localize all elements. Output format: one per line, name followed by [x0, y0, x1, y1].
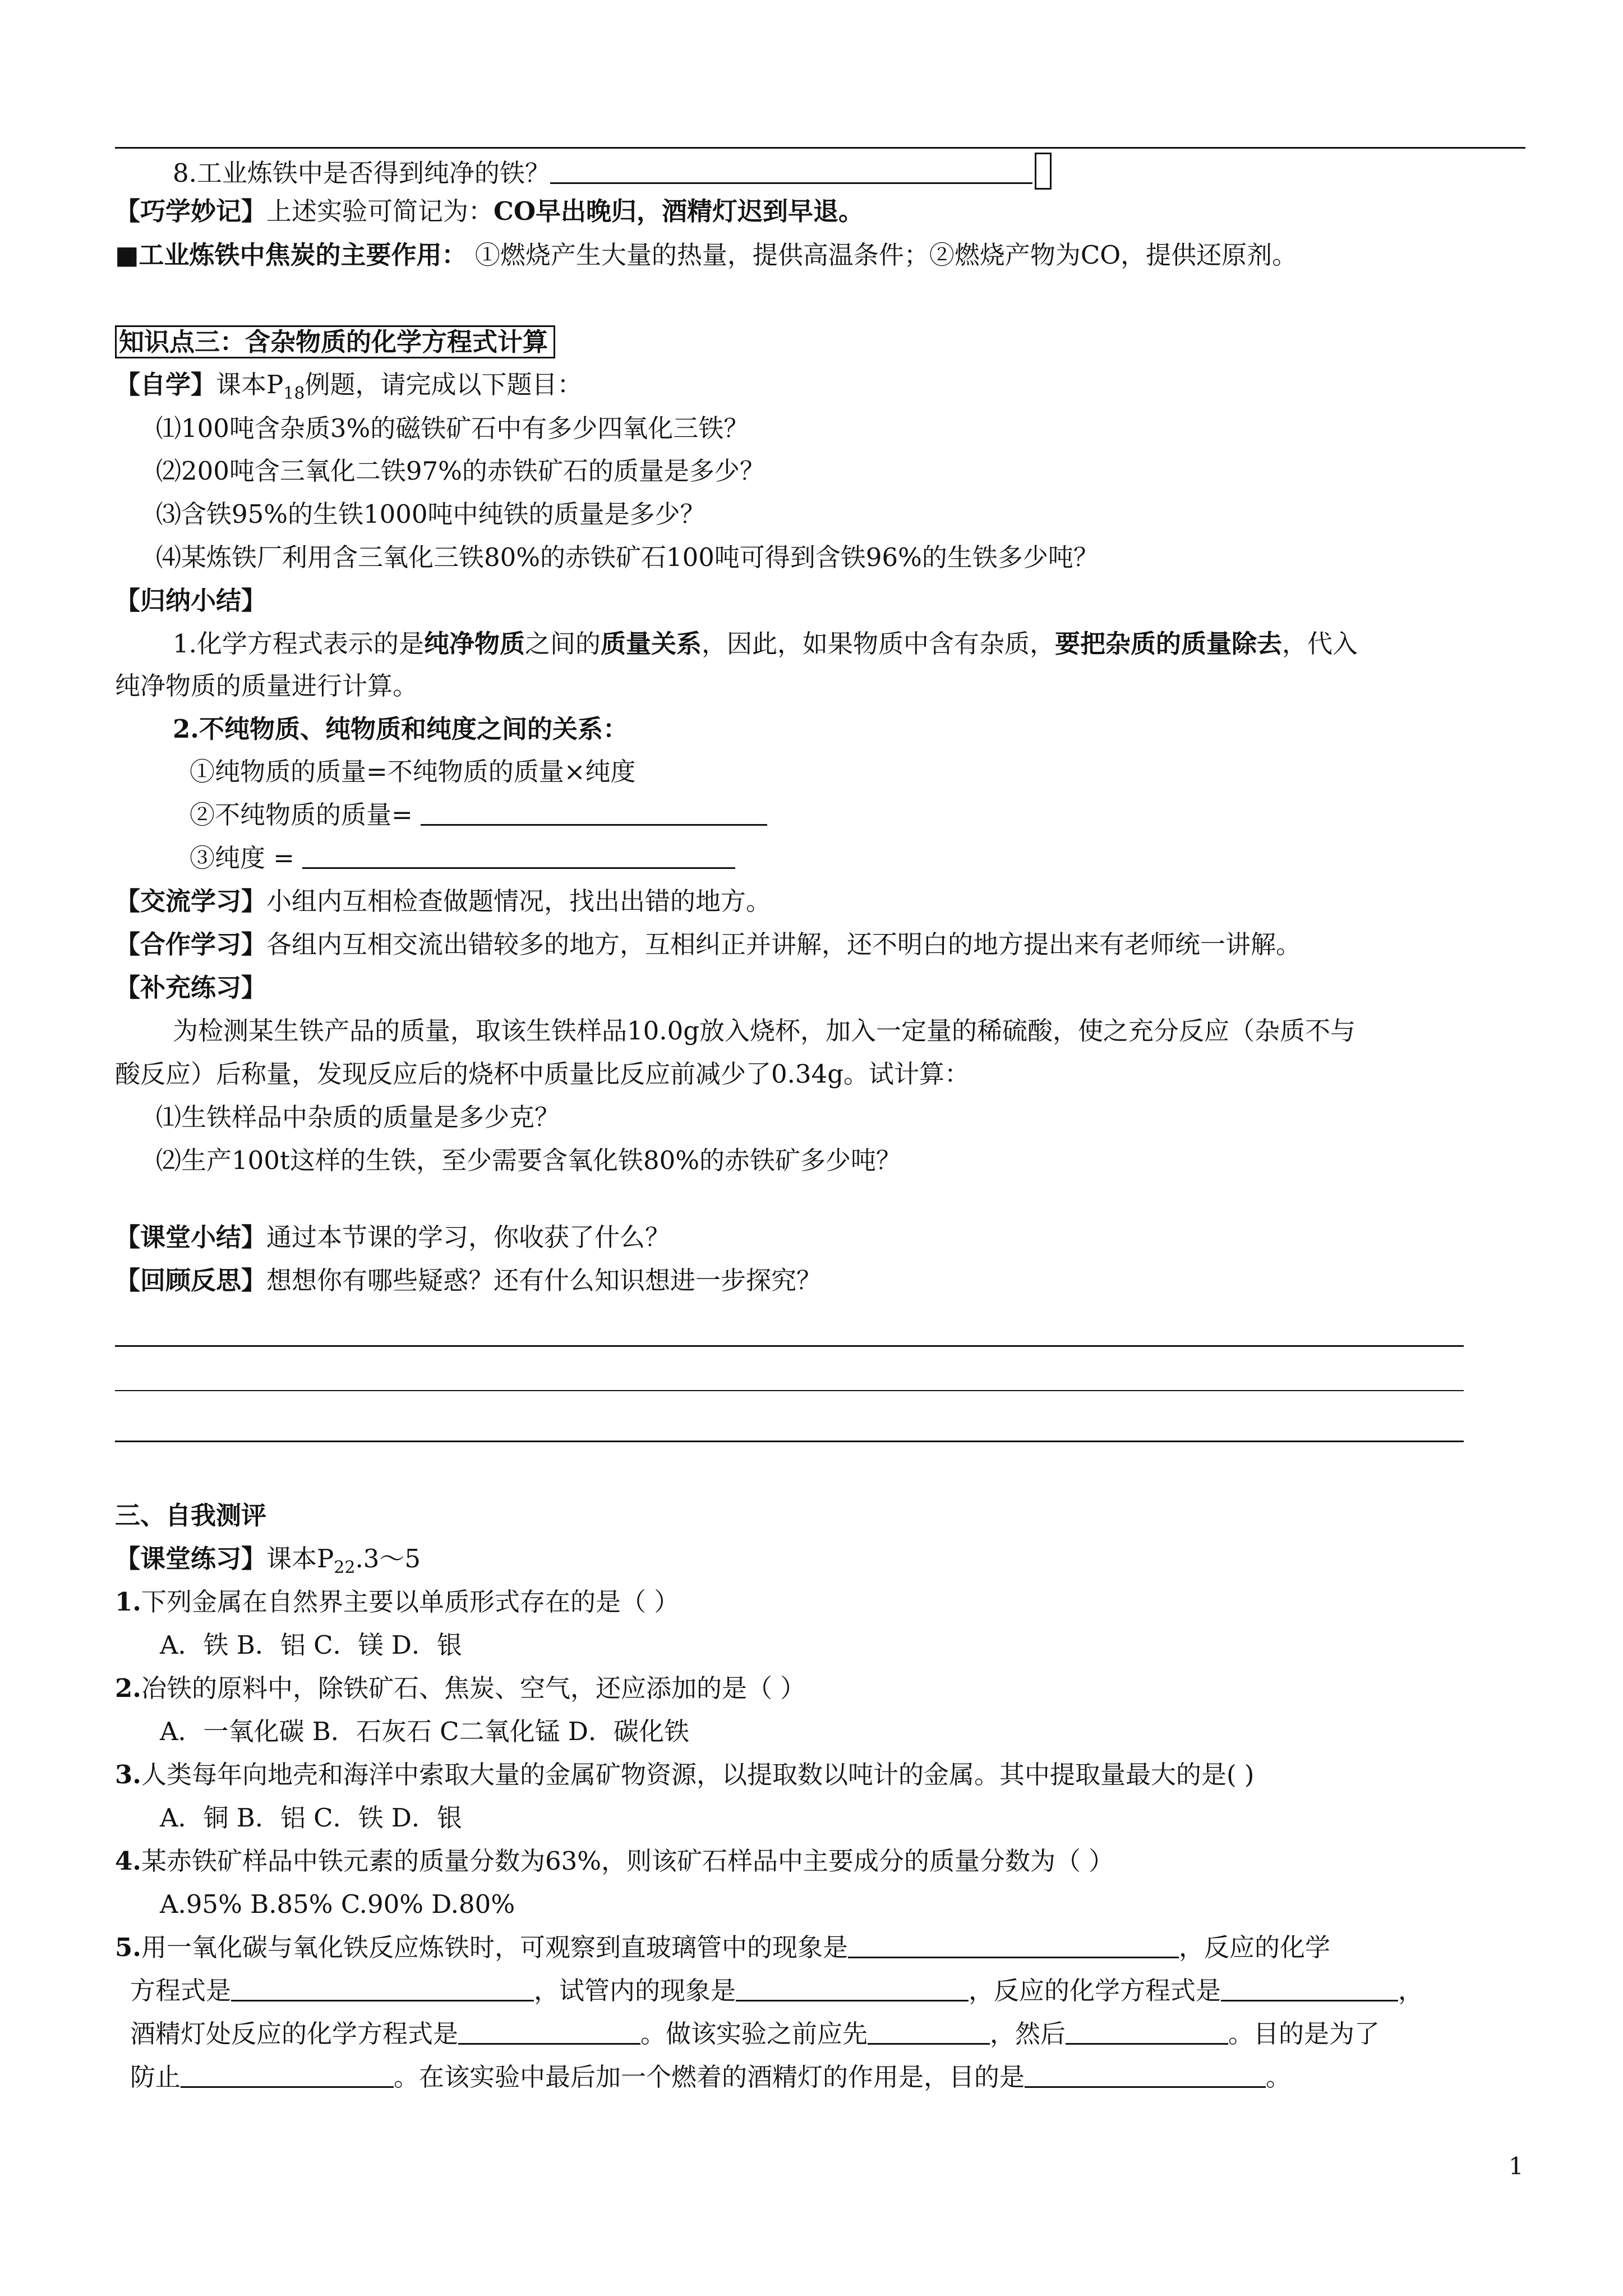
q8-answer-blank[interactable] [550, 157, 1032, 184]
q5-blank-phenomenon[interactable] [848, 1931, 1179, 1958]
question-2 [115, 1672, 805, 1705]
relation-1: ①纯物质的质量=不纯物质的质量×纯度 [190, 757, 636, 786]
relation-3-blank[interactable] [302, 841, 735, 869]
question-5-c: 方程式是 [130, 1976, 232, 2005]
question-4-stem: 某赤铁矿样品中铁元素的质量分数为63%，则该矿石样品中主要成分的质量分数为（ ） [141, 1846, 1114, 1876]
self-study-tag: 【自学】 [115, 370, 216, 399]
question-3-stem: 人类每年向地壳和海洋中索取大量的金属矿物资源，以提取数以吨计的金属。其中提取量最大的是( ) [141, 1760, 1255, 1789]
class-summary-line [115, 1221, 670, 1254]
question-5-line1 [115, 1931, 1330, 1964]
writing-line-3[interactable] [115, 1441, 1464, 1442]
top-rule [115, 147, 1525, 149]
relation-3-text: ③纯度 = [190, 843, 295, 873]
question-5-a: 用一氧化碳与氧化铁反应炼铁时，可观察到直玻璃管中的现象是 [141, 1932, 848, 1962]
self-study-sub: 18 [283, 384, 305, 403]
question-5-j: 。目的是为了 [1228, 2019, 1380, 2049]
question-5-line2 [130, 1974, 1423, 2008]
exchange-line [115, 885, 771, 918]
relation-2-text: ②不纯物质的质量= [190, 800, 413, 830]
self-study-post: 例题，请完成以下题目： [305, 370, 583, 399]
q5-blank-then[interactable] [1066, 2017, 1228, 2045]
relation-2-blank[interactable] [421, 798, 767, 826]
question-5-f: ， [1398, 1976, 1424, 2005]
summary-tag: 【归纳小结】 [115, 586, 267, 615]
q8-text: 8.工业炼铁中是否得到纯净的铁？ [173, 158, 550, 188]
practice-line [115, 1542, 421, 1585]
question-5-i: ，然后 [990, 2019, 1066, 2049]
question-5-num: 5. [115, 1932, 141, 1962]
memo-line [115, 195, 864, 228]
practice-post: .3～5 [355, 1544, 421, 1573]
memo-plain: 上述实验可简记为： [266, 196, 494, 226]
coke-line [115, 238, 1297, 272]
memo-tag: 【巧学妙记】 [115, 196, 267, 226]
summary-p1-d: 质量关系 [600, 629, 702, 659]
coke-title: ■工业炼铁中焦炭的主要作用： [115, 240, 467, 270]
question-3-options: A．铜 B．铝 C．铁 D．银 [160, 1803, 462, 1833]
class-summary-text: 通过本节课的学习，你收获了什么？ [266, 1222, 671, 1252]
question-5-l: 。在该实验中最后加一个燃着的酒精灯的作用是，目的是 [394, 2062, 1025, 2092]
self-study-line [115, 368, 583, 411]
summary-p2: 2.不纯物质、纯物质和纯度之间的关系： [173, 714, 628, 744]
question-5-m: 。 [1266, 2062, 1292, 2092]
summary-p1-line2: 纯净物质的质量进行计算。 [115, 671, 418, 701]
section3-title-line [115, 325, 555, 359]
self-study-pre: 课本P [216, 370, 284, 399]
exchange-tag: 【交流学习】 [115, 886, 267, 916]
question-1 [115, 1585, 679, 1619]
question-2-stem: 冶铁的原料中，除铁矿石、焦炭、空气，还应添加的是（ ） [141, 1673, 806, 1703]
question-1-stem: 下列金属在自然界主要以单质形式存在的是（ ） [141, 1587, 680, 1617]
question-3 [115, 1758, 1254, 1792]
q8-line [173, 153, 1052, 190]
q5-blank-equation-1[interactable] [231, 1974, 534, 2001]
s3-q1: ⑴100吨含杂质3%的磁铁矿石中有多少四氧化三铁？ [156, 413, 749, 443]
coop-line [115, 928, 1301, 961]
question-5-line4 [130, 2060, 1291, 2094]
writing-line-1[interactable] [115, 1345, 1464, 1347]
q5-blank-equation-2[interactable] [1221, 1974, 1398, 2001]
practice-tag: 【课堂练习】 [115, 1544, 267, 1573]
question-2-num: 2. [115, 1673, 141, 1703]
question-2-options: A．一氧化碳 B．石灰石 C二氧化锰 D．碳化铁 [160, 1717, 689, 1746]
reflect-tag: 【回顾反思】 [115, 1266, 267, 1295]
q5-blank-tube[interactable] [736, 1974, 969, 2001]
question-4-num: 4. [115, 1846, 141, 1876]
question-5-k: 防止 [130, 2062, 181, 2092]
coop-text: 各组内互相交流出错较多的地方，互相纠正并讲解，还不明白的地方提出来有老师统一讲解。 [266, 930, 1302, 959]
summary-p1-e: ，因此，如果物质中含有杂质， [701, 629, 1055, 659]
summary-p1-f: 要把杂质的质量除去 [1055, 629, 1283, 659]
supp-line2: 酸反应）后称量，发现反应后的烧杯中质量比反应前减少了0.34g。试计算： [115, 1059, 970, 1089]
relation-3 [190, 841, 735, 875]
question-5-d: ，试管内的现象是 [534, 1976, 736, 2005]
question-1-num: 1. [115, 1587, 141, 1617]
supp-q1: ⑴生铁样品中杂质的质量是多少克？ [156, 1102, 560, 1132]
summary-p1-a: 1.化学方程式表示的是 [173, 629, 424, 659]
summary-p1-c: 之间的 [524, 629, 601, 659]
relation-2 [190, 798, 767, 832]
summary-p1 [173, 627, 1358, 661]
q5-blank-purpose[interactable] [1025, 2060, 1266, 2088]
memo-bold: CO早出晚归，酒精灯迟到早退。 [494, 196, 864, 226]
supp-tag: 【补充练习】 [115, 973, 267, 1002]
writing-line-2[interactable] [115, 1390, 1464, 1391]
coke-text: ①燃烧产生大量的热量，提供高温条件；②燃烧产物为CO，提供还原剂。 [467, 240, 1298, 270]
q5-blank-first[interactable] [868, 2017, 990, 2045]
question-5-h: 。做该实验之前应先 [640, 2019, 868, 2049]
question-5-e: ，反应的化学方程式是 [969, 1976, 1221, 2005]
question-5-b: ，反应的化学 [1179, 1932, 1331, 1962]
class-summary-tag: 【课堂小结】 [115, 1222, 267, 1252]
supp-line1: 为检测某生铁产品的质量，取该生铁样品10.0g放入烧杯，加入一定量的稀硫酸，使之充分反应（杂质不与 [173, 1016, 1356, 1046]
summary-p1-g: ，代入 [1282, 629, 1358, 659]
reflect-line [115, 1264, 822, 1297]
question-4 [115, 1844, 1114, 1878]
practice-pre: 课本P [266, 1544, 334, 1573]
question-1-options: A．铁 B．铝 C．镁 D．银 [160, 1630, 462, 1660]
cursor-box [1035, 153, 1052, 190]
page-number: 1 [1509, 2152, 1524, 2180]
question-3-num: 3. [115, 1760, 141, 1789]
s3-q3: ⑶含铁95%的生铁1000吨中纯铁的质量是多少？ [156, 499, 706, 529]
question-4-options: A.95% B.85% C.90% D.80% [160, 1889, 515, 1919]
question-5-g: 酒精灯处反应的化学方程式是 [130, 2019, 459, 2049]
s3-q4: ⑷某炼铁厂利用含三氧化三铁80%的赤铁矿石100吨可得到含铁96%的生铁多少吨？ [156, 542, 1099, 572]
reflect-text: 想想你有哪些疑惑？还有什么知识想进一步探究？ [266, 1266, 822, 1295]
q5-blank-equation-3[interactable] [458, 2017, 640, 2045]
s3-q2: ⑵200吨含三氧化二铁97%的赤铁矿石的质量是多少？ [156, 456, 765, 486]
self-eval-title: 三、自我测评 [115, 1501, 267, 1530]
coop-tag: 【合作学习】 [115, 930, 267, 959]
supp-q2: ⑵生产100t这样的生铁，至少需要含氧化铁80%的赤铁矿多少吨？ [156, 1145, 901, 1175]
exchange-text: 小组内互相检查做题情况，找出出错的地方。 [266, 886, 772, 916]
section3-title: 知识点三：含杂物质的化学方程式计算 [115, 325, 555, 358]
summary-p1-b: 纯净物质 [423, 629, 525, 659]
practice-sub: 22 [334, 1558, 356, 1577]
q5-blank-prevent[interactable] [181, 2060, 394, 2088]
question-5-line3 [130, 2017, 1380, 2051]
